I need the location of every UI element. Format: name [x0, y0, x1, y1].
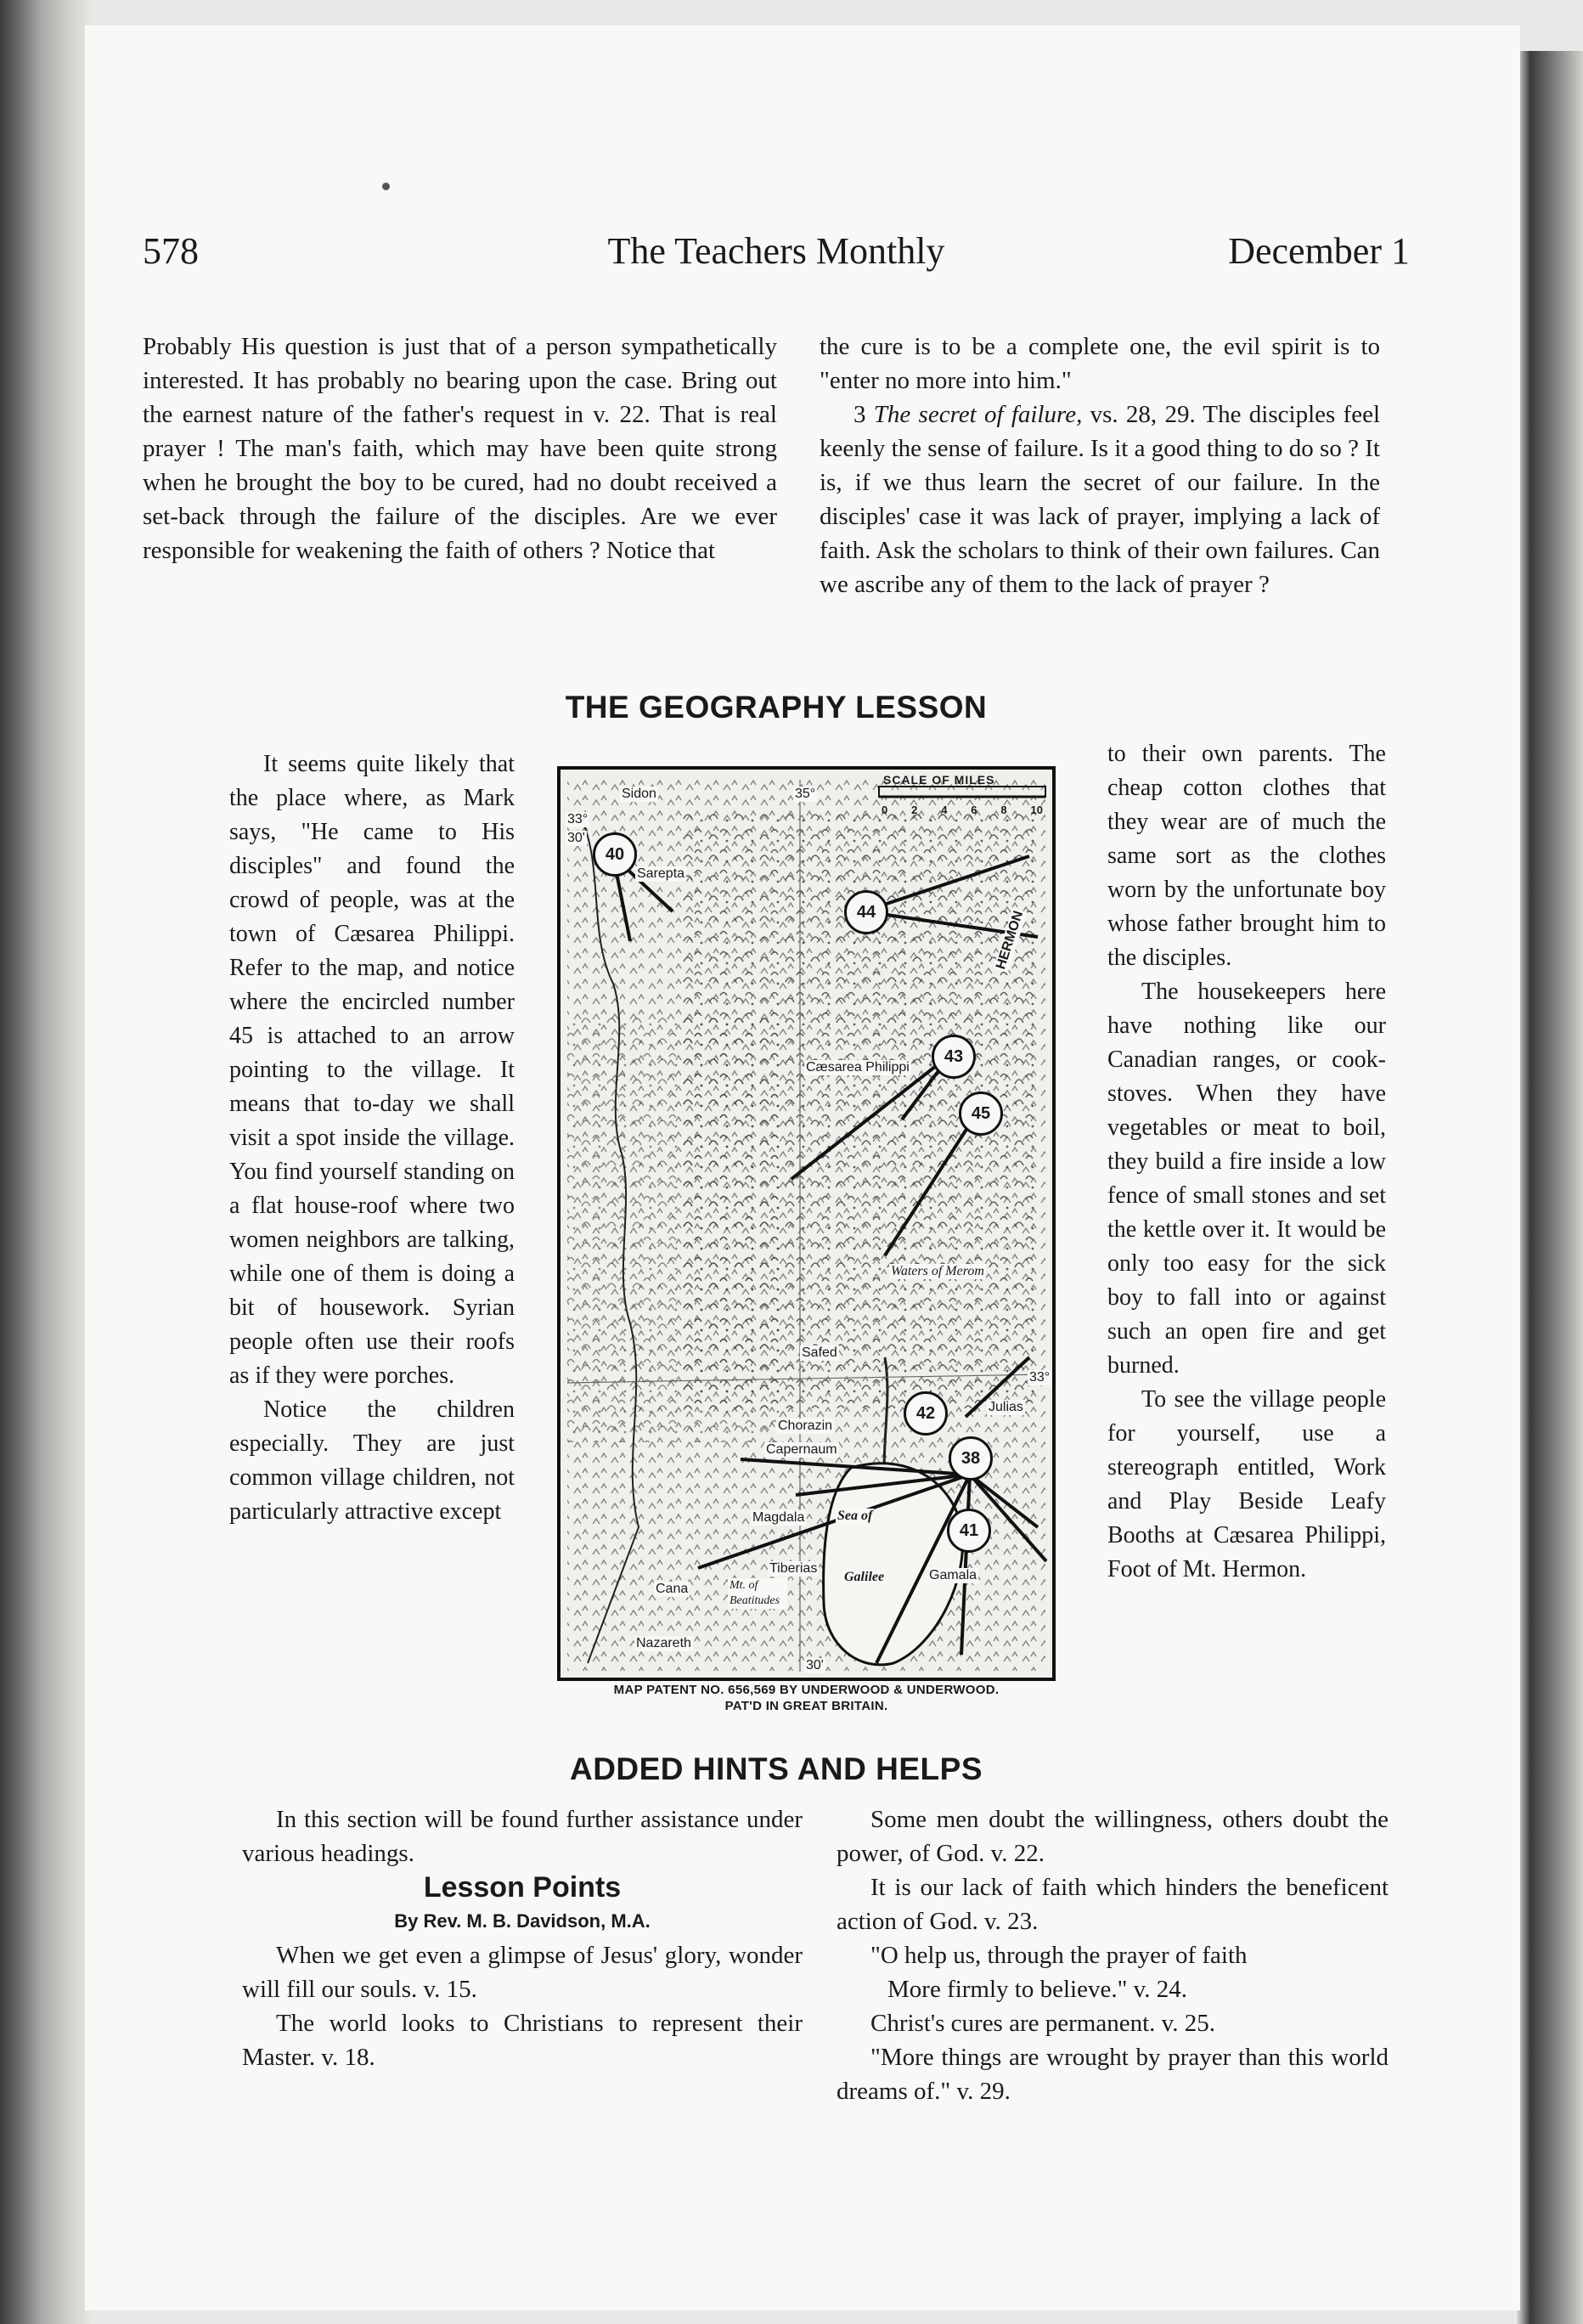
scale-tick: 6: [971, 804, 977, 816]
map-place-julias: Julias: [989, 1400, 1023, 1414]
map-place-waters-of-merom: Waters of Merom: [891, 1264, 984, 1278]
map-caption-line-1: MAP PATENT NO. 656,569 BY UNDERWOOD & UNDERWOOD.: [613, 1683, 1000, 1697]
map-place-mt-of-beatitudes: Mt. of Beatitudes: [728, 1578, 787, 1609]
map-place-capernaum: Capernaum: [766, 1442, 837, 1457]
map-marker-43: 43: [932, 1035, 976, 1079]
lesson-point: When we get even a glimpse of Jesus' glory, wonder will fill our souls. v. 15.: [242, 1942, 803, 2003]
stereograph-map: [554, 763, 1059, 1684]
scale-tick: 0: [882, 804, 888, 816]
lesson-point: Some men doubt the willingness, others doubt the power, of God. v. 22.: [837, 1806, 1389, 1867]
geography-heading: THE GEOGRAPHY LESSON: [565, 690, 988, 725]
map-marker-44: 44: [844, 890, 888, 934]
lesson-points-byline: By Rev. M. B. Davidson, M.A.: [394, 1910, 651, 1932]
hymn-line-2: More firmly to believe." v. 24.: [887, 1976, 1188, 2003]
geography-right-column: [1107, 737, 1386, 1587]
map-place-galilee: Galilee: [844, 1570, 885, 1584]
geography-left-paragraph-2: Notice the children especially. They are just common village children, not particularly attractive except: [229, 1396, 515, 1525]
lesson-point: The world looks to Christians to represent their Master. v. 18.: [242, 2010, 803, 2071]
ink-speck: [382, 183, 390, 190]
map-place-chorazin: Chorazin: [778, 1419, 833, 1433]
lesson-point: Christ's cures are permanent. v. 25.: [870, 2010, 1215, 2037]
hymn-line-1: "O help us, through the prayer of faith: [870, 1942, 1248, 1969]
geography-left-column: [229, 747, 515, 1529]
lesson-point: "More things are wrought by prayer than this world dreams of." v. 29.: [837, 2044, 1389, 2105]
geography-right-paragraph-3: To see the village people for yourself, use a stereograph entitled, Work and Play Beside Leafy Booths at Cæsarea Philippi, Foot of Mt. Hermon.: [1107, 1386, 1386, 1582]
map-place-sarepta: Sarepta: [637, 866, 685, 881]
map-place-sea-of: Sea of: [837, 1509, 873, 1523]
intro-right-column: [820, 330, 1380, 601]
lesson-points-title: Lesson Points: [423, 1871, 622, 1904]
scale-tick: 10: [1030, 804, 1043, 816]
item-title: The secret of failure,: [873, 401, 1083, 428]
intro-left-column: [143, 330, 777, 567]
map-marker-42: 42: [904, 1391, 948, 1436]
map-scale-ticks: [882, 804, 1043, 816]
map-latitude-label: 30': [567, 831, 585, 845]
map-caption: [554, 1682, 1059, 1714]
issue-date: December 1: [1228, 230, 1410, 272]
map-marker-38: 38: [949, 1436, 993, 1481]
map-scale-title: SCALE OF MILES: [883, 773, 995, 787]
item-number: 3: [853, 401, 866, 428]
added-hints-heading: ADDED HINTS AND HELPS: [569, 1751, 983, 1786]
secret-of-failure-paragraph: [820, 398, 1380, 601]
map-place-safed: Safed: [802, 1345, 837, 1360]
map-place-nazareth: Nazareth: [636, 1636, 691, 1650]
item-text: vs. 28, 29. The disciples feel keenly the sense of failure. Is it a good thing to do so ? It is, if we thus learn the secret of our failure. In the disciples' case it was lack of prayer, implying a lack of faith. Ask the scholars to think of their own failures. Can we ascribe any of them to the lack of prayer ?: [820, 401, 1381, 598]
map-longitude-label: 35°: [795, 787, 816, 801]
map-latitude-label: 30': [806, 1658, 824, 1672]
map-place-magdala: Magdala: [752, 1510, 805, 1525]
map-place-tiberias: Tiberias: [769, 1561, 818, 1576]
journal-title: The Teachers Monthly: [607, 230, 945, 272]
map-marker-41: 41: [947, 1509, 991, 1553]
geography-right-paragraph-2: The housekeepers here have nothing like our Canadian ranges, or cook-stoves. When they have vegetables or meat to boil, they build a fire inside a low fence of small stones and set the kettle over it. It would be only too easy for the sick boy to fall into or against such an open fire and get burned.: [1107, 979, 1386, 1379]
map-latitude-label: 33°: [567, 812, 589, 826]
map-caption-line-2: PAT'D IN GREAT BRITAIN.: [724, 1699, 888, 1713]
scale-tick: 2: [911, 804, 918, 816]
intro-left-paragraph: Probably His question is just that of a person sympathetically interested. It has probably no bearing upon the case. Bring out the earnest nature of the father's request in v. 22. That is real prayer ! The man's faith, which may have been quite strong when he brought the boy to be cured, had no doubt received a set-back through the failure of the disciples. Are we ever responsible for weakening the faith of others ? Notice that: [143, 333, 777, 564]
scale-tick: 4: [941, 804, 948, 816]
map-latitude-label: 33°: [1029, 1370, 1051, 1385]
book-spine-shadow: [0, 0, 93, 2324]
map-place-gamala: Gamala: [929, 1568, 977, 1582]
added-right-column: [837, 1802, 1389, 2108]
running-head: [143, 229, 1410, 297]
added-left-column: [242, 1802, 803, 2074]
geography-right-paragraph-1: to their own parents. The cheap cotton clothes that they wear are of much the same sort as the clothes worn by the unfortunate boy whose father brought him to the disciples.: [1107, 741, 1386, 971]
geography-left-paragraph-1: It seems quite likely that the place where, as Mark says, "He came to His disciples" and found the crowd of people, was at the town of Cæsarea Philippi. Refer to the map, and notice where the encircled number 45 is attached to an arrow pointing to the village. It means that to-day we shall visit a spot inside the village. You find yourself standing on a flat house-roof where two women neighbors are talking, while one of them is doing a bit of housework. Syrian people often use their roofs as if they were porches.: [229, 751, 515, 1389]
added-intro: In this section will be found further assistance under various headings.: [242, 1806, 803, 1867]
map-place-hermon: HERMON: [993, 908, 1027, 973]
map-marker-40: 40: [593, 832, 637, 877]
map-place-cana: Cana: [656, 1582, 689, 1596]
page-edge-shadow: [1515, 51, 1583, 2324]
map-place-caesarea-philippi: Cæsarea Philippi: [806, 1060, 910, 1075]
map-marker-45: 45: [959, 1091, 1003, 1136]
scale-tick: 8: [1000, 804, 1007, 816]
page-number: 578: [143, 230, 199, 272]
map-place-sidon: Sidon: [622, 787, 656, 801]
lesson-point: It is our lack of faith which hinders the beneficent action of God. v. 23.: [837, 1874, 1389, 1935]
intro-right-paragraph: the cure is to be a complete one, the evil spirit is to "enter no more into him.": [820, 333, 1380, 394]
